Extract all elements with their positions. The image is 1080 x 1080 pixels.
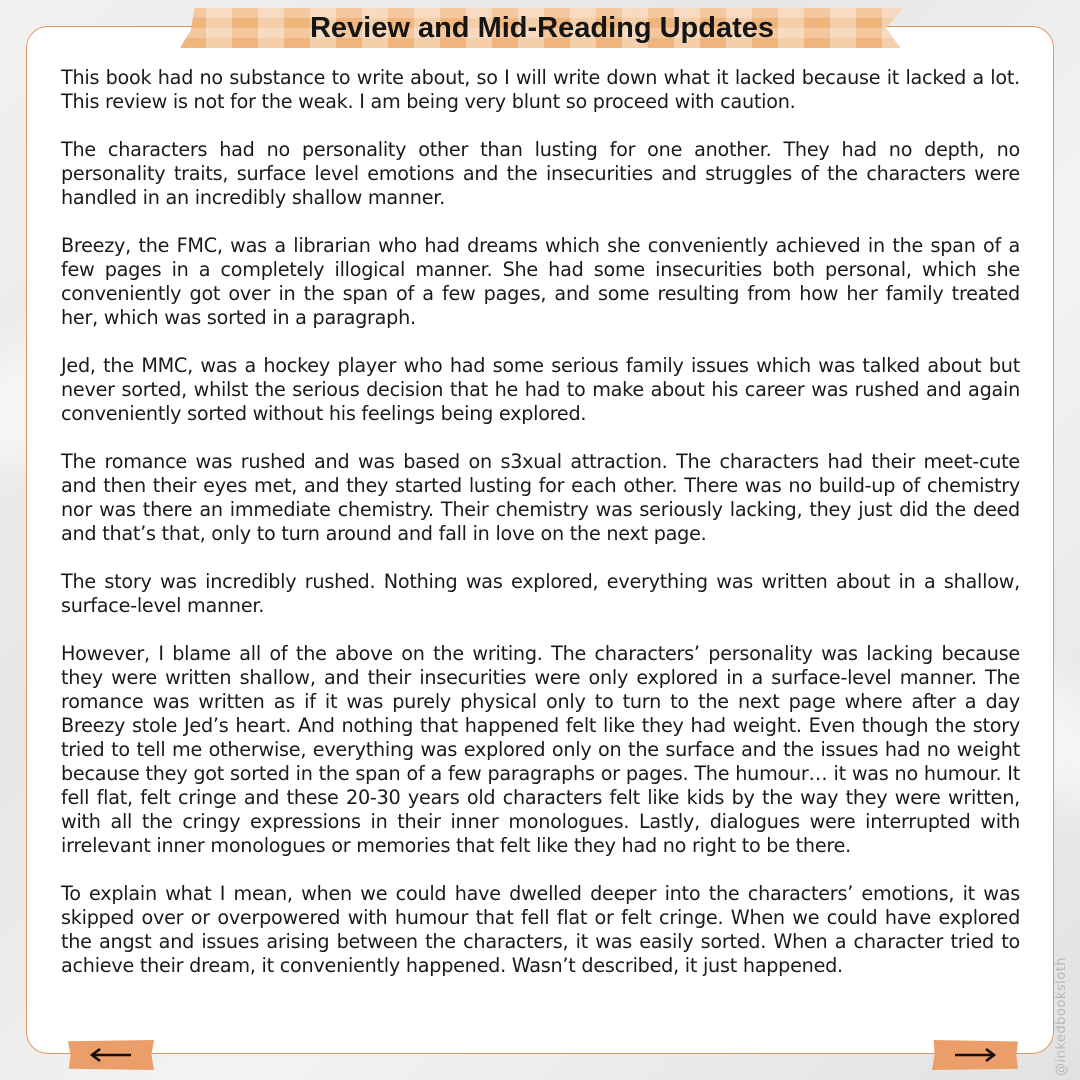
watermark-handle: @inkedbooksloth bbox=[1054, 956, 1069, 1076]
review-paragraph: Breezy, the FMC, was a librarian who had dreams which she conveniently achieved in the span of a few pages in a completely illogical manner. She had some insecurities both personal, which she conveniently got over in the span of a few pages, and some resulting from how her family treated her, which was sorted in a paragraph. bbox=[61, 234, 1020, 329]
review-paragraph: Jed, the MMC, was a hockey player who had some serious family issues which was talked about but never sorted, whilst the serious decision that he had to make about his career was rushed and again conveniently sorted without his feelings being explored. bbox=[61, 354, 1020, 425]
review-paragraph: This book had no substance to write about, so I will write down what it lacked because it lacked a lot. This review is not for the weak. I am being very blunt so proceed with caution. bbox=[61, 66, 1020, 113]
next-page-button[interactable] bbox=[932, 1040, 1018, 1070]
review-body bbox=[61, 66, 1020, 1002]
review-paragraph: The romance was rushed and was based on s3xual attraction. The characters had their meet-cute and then their eyes met, and they started lusting for each other. There was no build-up of chemistry nor was there an immediate chemistry. Their chemistry was seriously lacking, they just did the deed and that’s that, only to turn around and fall in love on the next page. bbox=[61, 450, 1020, 545]
arrow-left-icon bbox=[89, 1047, 133, 1063]
review-paragraph: To explain what I mean, when we could have dwelled deeper into the characters’ emotions, it was skipped over or overpowered with humour that fell flat or felt cringe. When we could have explored the angst and issues arising between the characters, it was easily sorted. When a character tried to achieve their dream, it conveniently happened. Wasn’t described, it just happened. bbox=[61, 882, 1020, 977]
arrow-right-icon bbox=[953, 1047, 997, 1063]
review-paragraph: The story was incredibly rushed. Nothing was explored, everything was written about in a shallow, surface-level manner. bbox=[61, 570, 1020, 617]
page-title: Review and Mid-Reading Updates bbox=[309, 12, 775, 44]
previous-page-button[interactable] bbox=[68, 1040, 154, 1070]
review-paragraph: The characters had no personality other than lusting for one another. They had no depth, no personality traits, surface level emotions and the insecurities and struggles of the characters were handled in an incredibly shallow manner. bbox=[61, 138, 1020, 209]
review-paragraph: However, I blame all of the above on the writing. The characters’ personality was lacking because they were written shallow, and their insecurities were only explored in a surface-level manner. The romance was written as if it was purely physical only to turn to the next page where after a day Breezy stole Jed’s heart. And nothing that happened felt like they had weight. Even though the story tried to tell me otherwise, everything was explored only on the surface and the issues had no weight because they got sorted in the span of a few paragraphs or pages. The humour… it was no humour. It fell flat, felt cringe and these 20-30 years old characters felt like kids by the way they were written, with all the cringy expressions in their inner monologues. Lastly, dialogues were interrupted with irrelevant inner monologues or memories that felt like they had no right to be there. bbox=[61, 642, 1020, 857]
